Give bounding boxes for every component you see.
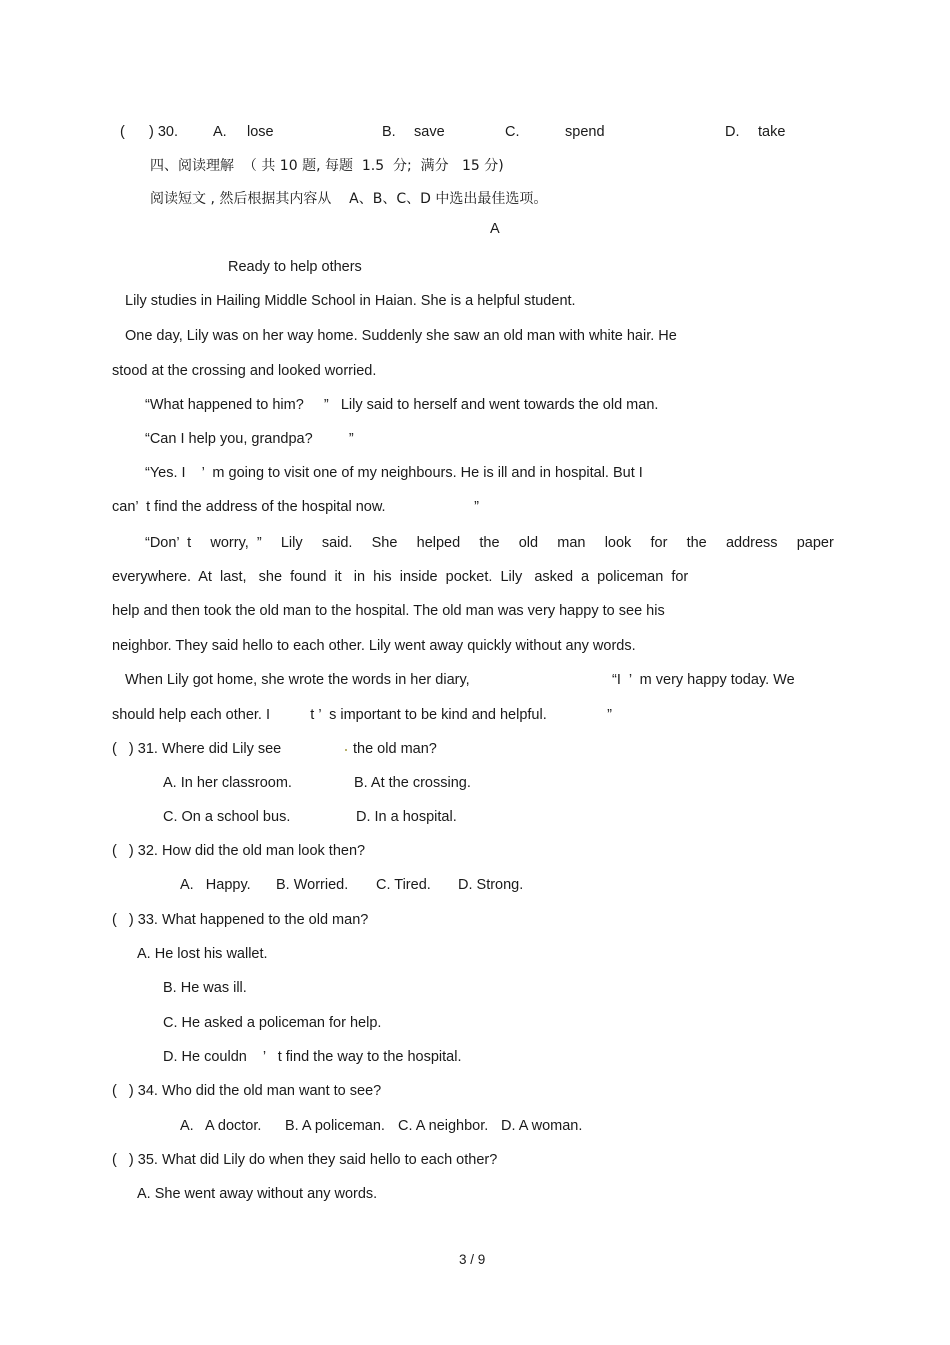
question-33-option-d: D. He couldn ’ t find the way to the hospital. — [163, 1049, 462, 1065]
q30-option-a-text: lose — [247, 124, 274, 140]
word: helped — [416, 535, 461, 551]
word: said. — [321, 535, 353, 551]
question-33-stem: ( ) 33. What happened to the old man? — [112, 912, 369, 928]
question-32-option-d: D. Strong. — [458, 877, 524, 893]
section-instruction: 阅读短文 , 然后根据其内容从 A、B、C、D 中选出最佳选项。 — [150, 191, 548, 207]
q30-option-a-letter: A. — [213, 124, 227, 140]
question-31-stem-tail: the old man? — [353, 741, 437, 757]
question-32-option-b: B. Worried. — [276, 877, 349, 893]
passage-line-quote: “I ’ m very happy today. We — [612, 672, 795, 688]
passage-line: stood at the crossing and looked worried. — [112, 363, 377, 379]
word: look — [604, 535, 632, 551]
passage-line: Lily studies in Hailing Middle School in Haian. She is a helpful student. — [125, 293, 576, 309]
question-34-stem: ( ) 34. Who did the old man want to see? — [112, 1083, 382, 1099]
ink-dot — [345, 749, 347, 751]
word: She — [371, 535, 398, 551]
section-heading: 四、阅读理解 （ 共 10 题, 每题 1.5 分; 满分 15 分) — [150, 158, 504, 174]
question-34-option-c: C. A neighbor. — [398, 1118, 489, 1134]
word: for — [650, 535, 668, 551]
question-34-option-b: B. A policeman. — [285, 1118, 385, 1134]
q30-option-b-letter: B. — [382, 124, 396, 140]
word: old — [518, 535, 539, 551]
passage-line: One day, Lily was on her way home. Suddenly she saw an old man with white hair. He — [125, 328, 677, 344]
word: man — [557, 535, 586, 551]
q30-option-c-text: spend — [565, 124, 605, 140]
question-35-stem: ( ) 35. What did Lily do when they said hello to each other? — [112, 1152, 498, 1168]
q30-number: ( ) 30. — [120, 124, 179, 140]
passage-letter: A — [490, 221, 500, 237]
passage-line: can’ t find the address of the hospital now. ” — [112, 499, 479, 515]
question-31-option-d: D. In a hospital. — [356, 809, 457, 825]
passage-line: “Can I help you, grandpa? ” — [145, 431, 354, 447]
question-31-stem: ( ) 31. Where did Lily see — [112, 741, 282, 757]
q30-option-b-text: save — [414, 124, 445, 140]
question-31-option-a: A. In her classroom. — [163, 775, 292, 791]
question-33-option-a: A. He lost his wallet. — [137, 946, 268, 962]
word: Lily — [280, 535, 303, 551]
passage-line: everywhere. At last, she found it in his inside pocket. Lily asked a policeman for — [112, 569, 689, 585]
word: the — [686, 535, 707, 551]
passage-line: When Lily got home, she wrote the words in her diary, — [125, 672, 470, 688]
word: the — [479, 535, 500, 551]
word: “Don’ t — [145, 535, 192, 551]
question-34-option-d: D. A woman. — [501, 1118, 583, 1134]
question-31-option-b: B. At the crossing. — [354, 775, 471, 791]
q30-option-c-letter: C. — [505, 124, 520, 140]
question-33-option-c: C. He asked a policeman for help. — [163, 1015, 382, 1031]
question-33-option-b: B. He was ill. — [163, 980, 247, 996]
passage-line: neighbor. They said hello to each other. Lily went away quickly without any words. — [112, 638, 636, 654]
passage-line: “Yes. I ’ m going to visit one of my neighbours. He is ill and in hospital. But I — [145, 465, 643, 481]
q30-option-d-letter: D. — [725, 124, 740, 140]
word: worry, ” — [210, 535, 262, 551]
question-32-stem: ( ) 32. How did the old man look then? — [112, 843, 366, 859]
question-32-option-c: C. Tired. — [376, 877, 431, 893]
passage-line: should help each other. I t ’ s important to be kind and helpful. ” — [112, 707, 612, 723]
passage-title: Ready to help others — [228, 259, 362, 275]
question-32-option-a: A. Happy. — [180, 877, 251, 893]
passage-justified-line — [145, 534, 834, 552]
passage-line: “What happened to him? ” Lily said to herself and went towards the old man. — [145, 397, 659, 413]
word: paper — [796, 535, 834, 551]
question-34-option-a: A. A doctor. — [180, 1118, 262, 1134]
word: address — [725, 535, 778, 551]
passage-line: help and then took the old man to the hospital. The old man was very happy to see his — [112, 603, 665, 619]
page-number: 3 / 9 — [459, 1252, 486, 1267]
q30-option-d-text: take — [758, 124, 786, 140]
question-31-option-c: C. On a school bus. — [163, 809, 291, 825]
question-35-option-a: A. She went away without any words. — [137, 1186, 378, 1202]
